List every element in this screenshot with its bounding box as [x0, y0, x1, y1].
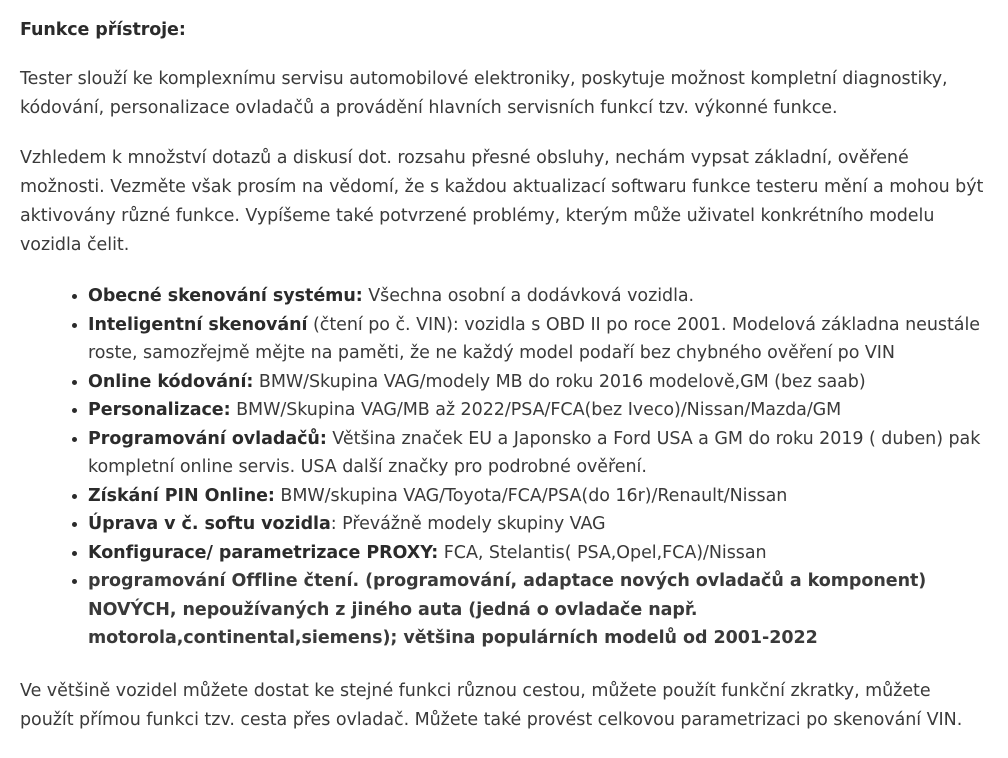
page-title: Funkce přístroje: [20, 20, 186, 40]
feature-list [20, 282, 986, 653]
list-item-description: BMW/skupina VAG/Toyota/FCA/PSA(do 16r)/Renault/Nissan [274, 485, 788, 506]
list-item-term: Online kódování: [88, 371, 254, 392]
list-item-term: Programování ovladačů: [88, 428, 327, 449]
list-item-description: Většina značek EU a Japonsko a Ford USA a GM do roku 2019 ( duben) pak kompletní online servis. USA další značky pro podrobné ověření. [88, 428, 981, 477]
list-item-term: Konfigurace/ parametrizace PROXY: [88, 542, 439, 563]
list-item-description: Všechna osobní a dodávková vozidla. [362, 286, 695, 306]
list-item-description: BMW/Skupina VAG/modely MB do roku 2016 modelově,GM (bez saab) [253, 371, 866, 392]
list-item-term: Personalizace: [88, 400, 231, 420]
list-item [72, 282, 986, 311]
list-item-description: : Převážně modely skupiny VAG [330, 514, 606, 534]
intro-paragraph-2: Vzhledem k množství dotazů a diskusí dot. rozsahu přesné obsluhy, nechám vypsat základní, ověřené možnosti. Vezměte však prosím na vědomí, že s každou aktualizací softwaru funkce testeru mění a mohou být aktivovány různé funkce. Vypíšeme také potvrzené problémy, kterým může uživatel konkrétního modelu vozidla čelit. [20, 148, 984, 255]
list-item [72, 396, 986, 425]
list-item-term: Inteligentní skenování [88, 314, 308, 335]
list-item-description: (čtení po č. VIN): vozidla s OBD II po roce 2001. Modelová základna neustále roste, samozřejmě mějte na paměti, že ne každý model podaří bez chybného ověření po VIN [88, 314, 980, 363]
intro-paragraph-1: Tester slouží ke komplexnímu servisu automobilové elektroniky, poskytuje možnost kompletní diagnostiky, kódování, personalizace ovladačů a provádění hlavních servisních funkcí tzv. výkonné funkce. [20, 69, 948, 118]
list-item [72, 368, 986, 397]
list-item [72, 311, 986, 368]
list-item [72, 482, 986, 511]
list-item [72, 567, 986, 653]
list-item-description: FCA, Stelantis( PSA,Opel,FCA)/Nissan [438, 542, 767, 563]
list-item [72, 425, 986, 482]
list-item-term: Úprava v č. softu vozidla [88, 514, 331, 534]
list-item-term: programování Offline čtení. (programování, adaptace nových ovladačů a komponent) NOVÝCH, nepoužívaných z jiného auta (jedná o ovladače např. motorola,continental,siemens); většina populárních modelů od 2001-2022 [88, 571, 927, 648]
list-item-term: Obecné skenování systému: [88, 286, 363, 306]
list-item-description: BMW/Skupina VAG/MB až 2022/PSA/FCA(bez Iveco)/Nissan/Mazda/GM [230, 400, 842, 420]
list-item-term: Získání PIN Online: [88, 485, 275, 506]
closing-paragraph: Ve většině vozidel můžete dostat ke stejné funkci různou cestou, můžete použít funkční zkratky, můžete použít přímou funkci tzv. cesta přes ovladač. Můžete také provést celkovou parametrizaci po skenování VIN. [20, 680, 963, 730]
list-item [72, 539, 986, 568]
list-item [72, 510, 986, 539]
